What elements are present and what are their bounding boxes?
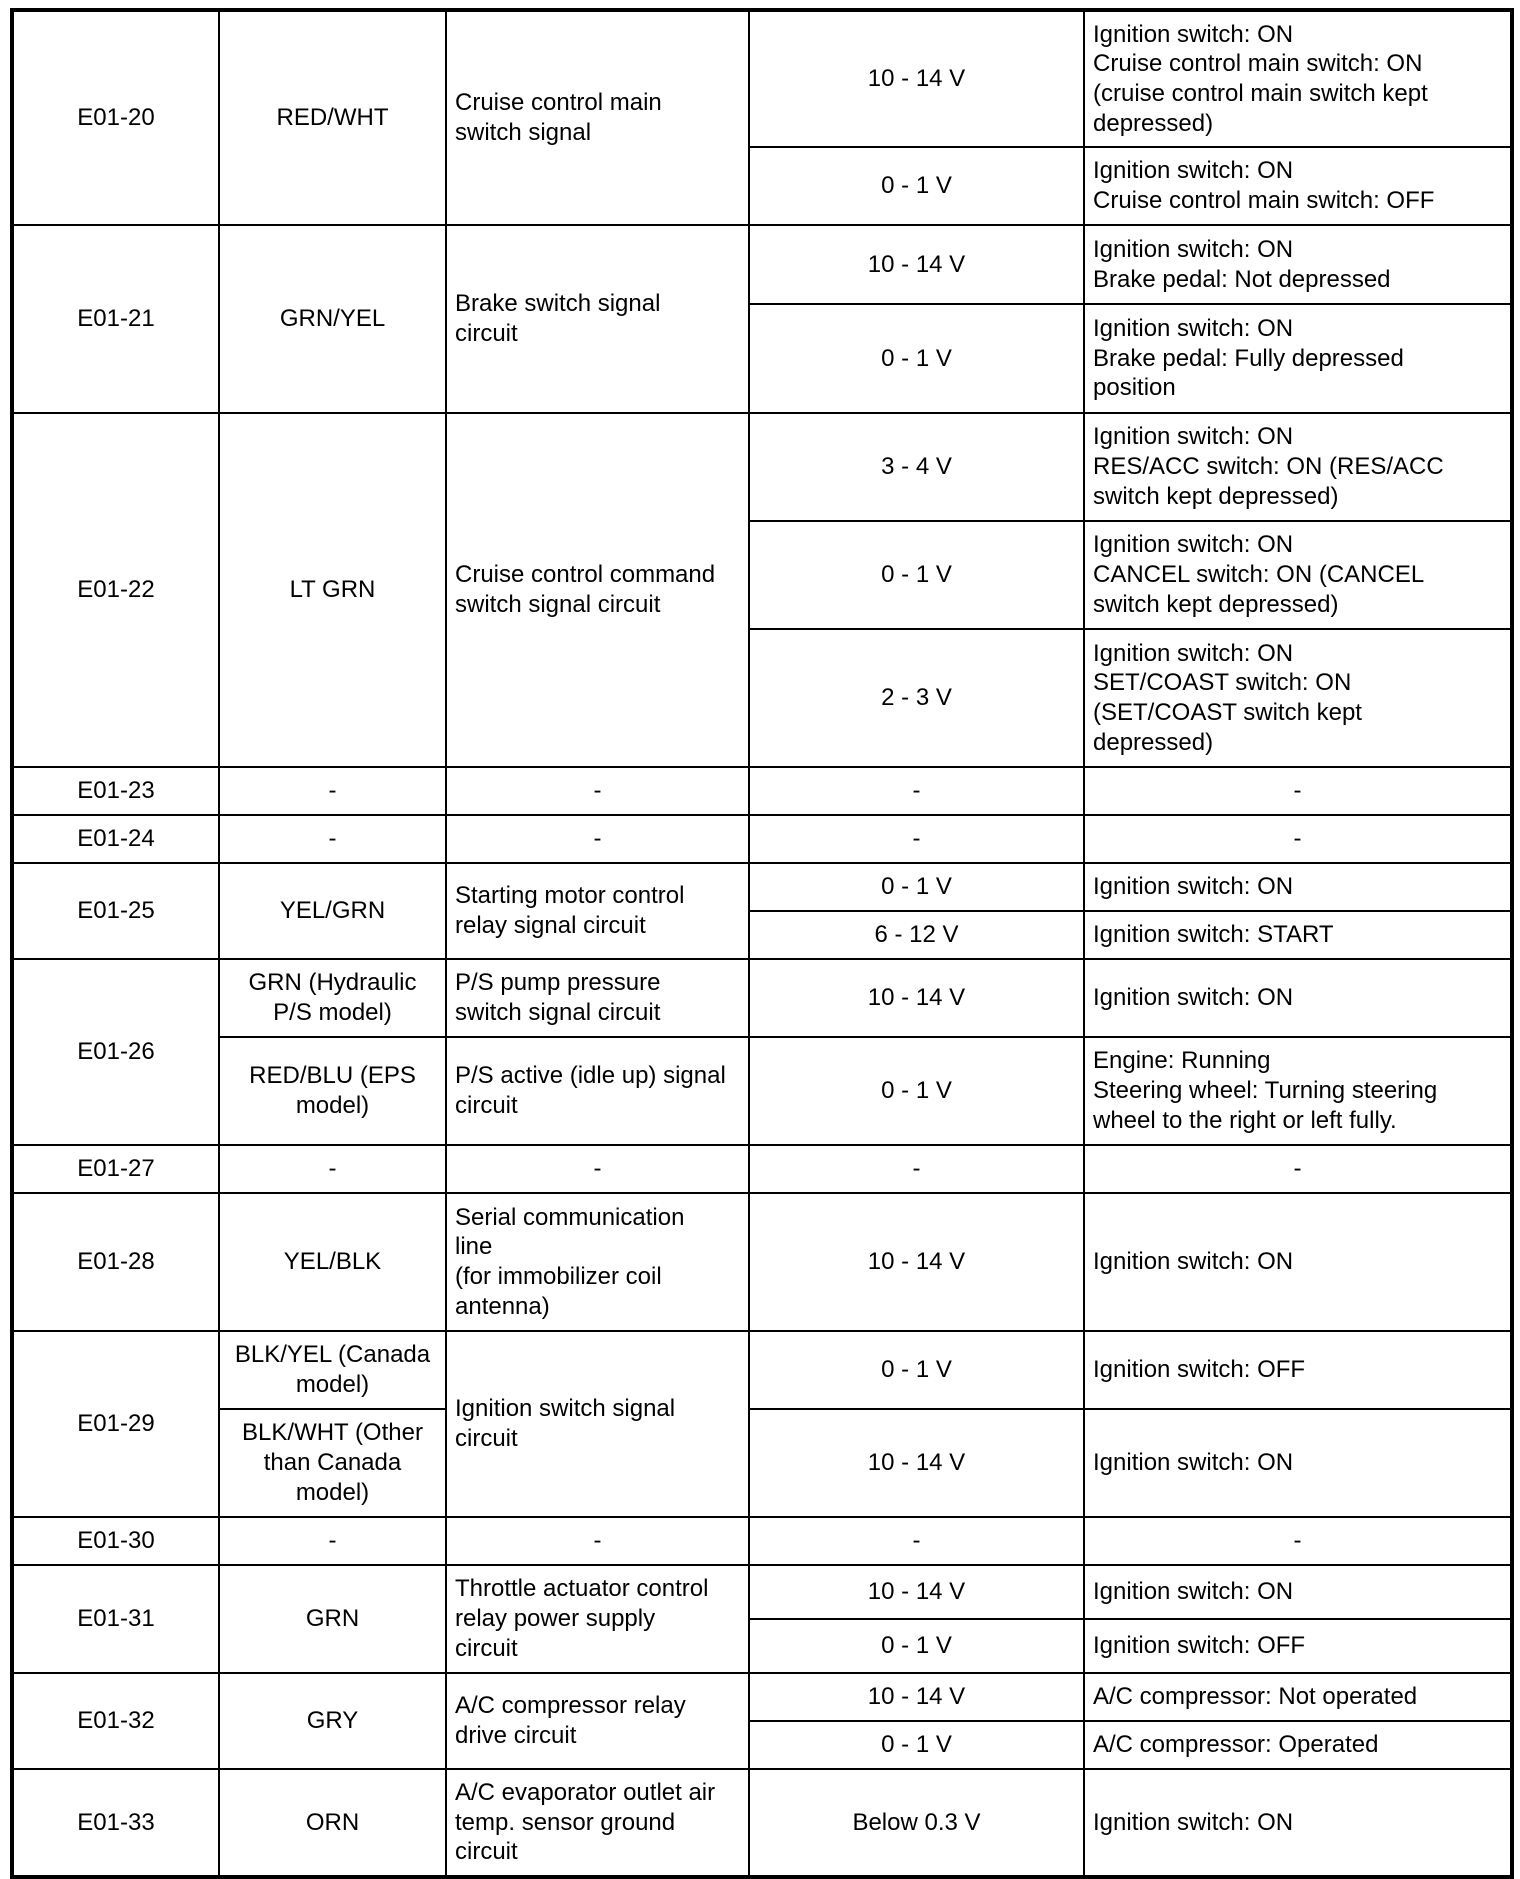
wire-color-cell: YEL/BLK [219,1193,446,1331]
circuit-cell: Cruise control main switch signal [446,10,749,225]
circuit-cell: A/C compressor relay drive circuit [446,1673,749,1769]
terminal-cell: E01-27 [12,1145,219,1193]
condition-cell: Ignition switch: ON SET/COAST switch: ON (SET/COAST switch kept depressed) [1084,629,1512,767]
terminal-cell: E01-24 [12,815,219,863]
wire-color-cell: GRN/YEL [219,225,446,413]
circuit-cell: - [446,1145,749,1193]
voltage-cell: - [749,1517,1084,1565]
terminal-cell: E01-28 [12,1193,219,1331]
condition-cell: Ignition switch: ON [1084,1409,1512,1517]
condition-cell: Engine: Running Steering wheel: Turning steering wheel to the right or left fully. [1084,1037,1512,1145]
condition-cell: Ignition switch: ON Brake pedal: Fully depressed position [1084,304,1512,413]
voltage-cell: - [749,815,1084,863]
table-row [12,1673,1512,1721]
condition-cell: - [1084,1145,1512,1193]
condition-cell: - [1084,815,1512,863]
voltage-cell: 0 - 1 V [749,1037,1084,1145]
circuit-cell: Serial communication line (for immobilizer coil antenna) [446,1193,749,1331]
terminal-table [10,8,1514,1879]
condition-cell: Ignition switch: ON Cruise control main switch: OFF [1084,147,1512,225]
terminal-cell: E01-22 [12,413,219,767]
table-row [12,1145,1512,1193]
wire-color-cell: YEL/GRN [219,863,446,959]
condition-cell: Ignition switch: ON [1084,959,1512,1037]
table-row [12,815,1512,863]
wire-color-cell: GRN [219,1565,446,1673]
voltage-cell: 2 - 3 V [749,629,1084,767]
voltage-cell: 6 - 12 V [749,911,1084,959]
voltage-cell: 0 - 1 V [749,863,1084,911]
voltage-cell: - [749,767,1084,815]
circuit-cell: - [446,1517,749,1565]
circuit-cell: P/S pump pressure switch signal circuit [446,959,749,1037]
voltage-cell: 10 - 14 V [749,1409,1084,1517]
circuit-cell: Brake switch signal circuit [446,225,749,413]
voltage-cell: 10 - 14 V [749,1565,1084,1619]
table-row [12,10,1512,147]
condition-cell: A/C compressor: Operated [1084,1721,1512,1769]
terminal-cell: E01-26 [12,959,219,1145]
terminal-cell: E01-33 [12,1769,219,1877]
voltage-cell: 10 - 14 V [749,225,1084,304]
wire-color-cell: GRN (Hydraulic P/S model) [219,959,446,1037]
voltage-cell: 0 - 1 V [749,1331,1084,1409]
terminal-cell: E01-20 [12,10,219,225]
condition-cell: Ignition switch: START [1084,911,1512,959]
wire-color-cell: RED/BLU (EPS model) [219,1037,446,1145]
wire-color-cell: - [219,815,446,863]
circuit-cell: Cruise control command switch signal circuit [446,413,749,767]
voltage-cell: - [749,1145,1084,1193]
wire-color-cell: - [219,1145,446,1193]
wire-color-cell: BLK/WHT (Other than Canada model) [219,1409,446,1517]
terminal-cell: E01-21 [12,225,219,413]
table-row [12,225,1512,304]
wire-color-cell: GRY [219,1673,446,1769]
voltage-cell: 0 - 1 V [749,1619,1084,1673]
circuit-cell: P/S active (idle up) signal circuit [446,1037,749,1145]
terminal-cell: E01-31 [12,1565,219,1673]
voltage-cell: 0 - 1 V [749,147,1084,225]
voltage-cell: 0 - 1 V [749,521,1084,629]
terminal-cell: E01-30 [12,1517,219,1565]
voltage-cell: 10 - 14 V [749,1673,1084,1721]
wire-color-cell: ORN [219,1769,446,1877]
voltage-cell: Below 0.3 V [749,1769,1084,1877]
condition-cell: Ignition switch: ON RES/ACC switch: ON (RES/ACC switch kept depressed) [1084,413,1512,521]
condition-cell: - [1084,1517,1512,1565]
condition-cell: Ignition switch: OFF [1084,1331,1512,1409]
terminal-table-container [10,8,1510,1870]
circuit-cell: - [446,767,749,815]
condition-cell: Ignition switch: ON CANCEL switch: ON (CANCEL switch kept depressed) [1084,521,1512,629]
voltage-cell: 10 - 14 V [749,959,1084,1037]
table-row [12,863,1512,911]
terminal-cell: E01-23 [12,767,219,815]
circuit-cell: Ignition switch signal circuit [446,1331,749,1517]
terminal-cell: E01-25 [12,863,219,959]
voltage-cell: 10 - 14 V [749,10,1084,147]
voltage-cell: 0 - 1 V [749,304,1084,413]
terminal-cell: E01-32 [12,1673,219,1769]
terminal-cell: E01-29 [12,1331,219,1517]
wire-color-cell: LT GRN [219,413,446,767]
table-row [12,959,1512,1037]
condition-cell: Ignition switch: OFF [1084,1619,1512,1673]
table-row [12,1517,1512,1565]
table-row [12,1565,1512,1619]
table-row [12,413,1512,521]
wire-color-cell: RED/WHT [219,10,446,225]
wire-color-cell: - [219,767,446,815]
condition-cell: Ignition switch: ON [1084,1769,1512,1877]
circuit-cell: Throttle actuator control relay power supply circuit [446,1565,749,1673]
table-row [12,1193,1512,1331]
condition-cell: Ignition switch: ON [1084,863,1512,911]
voltage-cell: 3 - 4 V [749,413,1084,521]
condition-cell: Ignition switch: ON [1084,1193,1512,1331]
circuit-cell: - [446,815,749,863]
table-row [12,767,1512,815]
condition-cell: Ignition switch: ON Brake pedal: Not depressed [1084,225,1512,304]
condition-cell: Ignition switch: ON [1084,1565,1512,1619]
table-row [12,1409,1512,1517]
circuit-cell: Starting motor control relay signal circuit [446,863,749,959]
circuit-cell: A/C evaporator outlet air temp. sensor ground circuit [446,1769,749,1877]
condition-cell: - [1084,767,1512,815]
wire-color-cell: - [219,1517,446,1565]
voltage-cell: 10 - 14 V [749,1193,1084,1331]
table-row [12,1769,1512,1877]
voltage-cell: 0 - 1 V [749,1721,1084,1769]
condition-cell: Ignition switch: ON Cruise control main switch: ON (cruise control main switch kept depressed) [1084,10,1512,147]
condition-cell: A/C compressor: Not operated [1084,1673,1512,1721]
wire-color-cell: BLK/YEL (Canada model) [219,1331,446,1409]
table-row [12,1037,1512,1145]
table-row [12,1331,1512,1409]
